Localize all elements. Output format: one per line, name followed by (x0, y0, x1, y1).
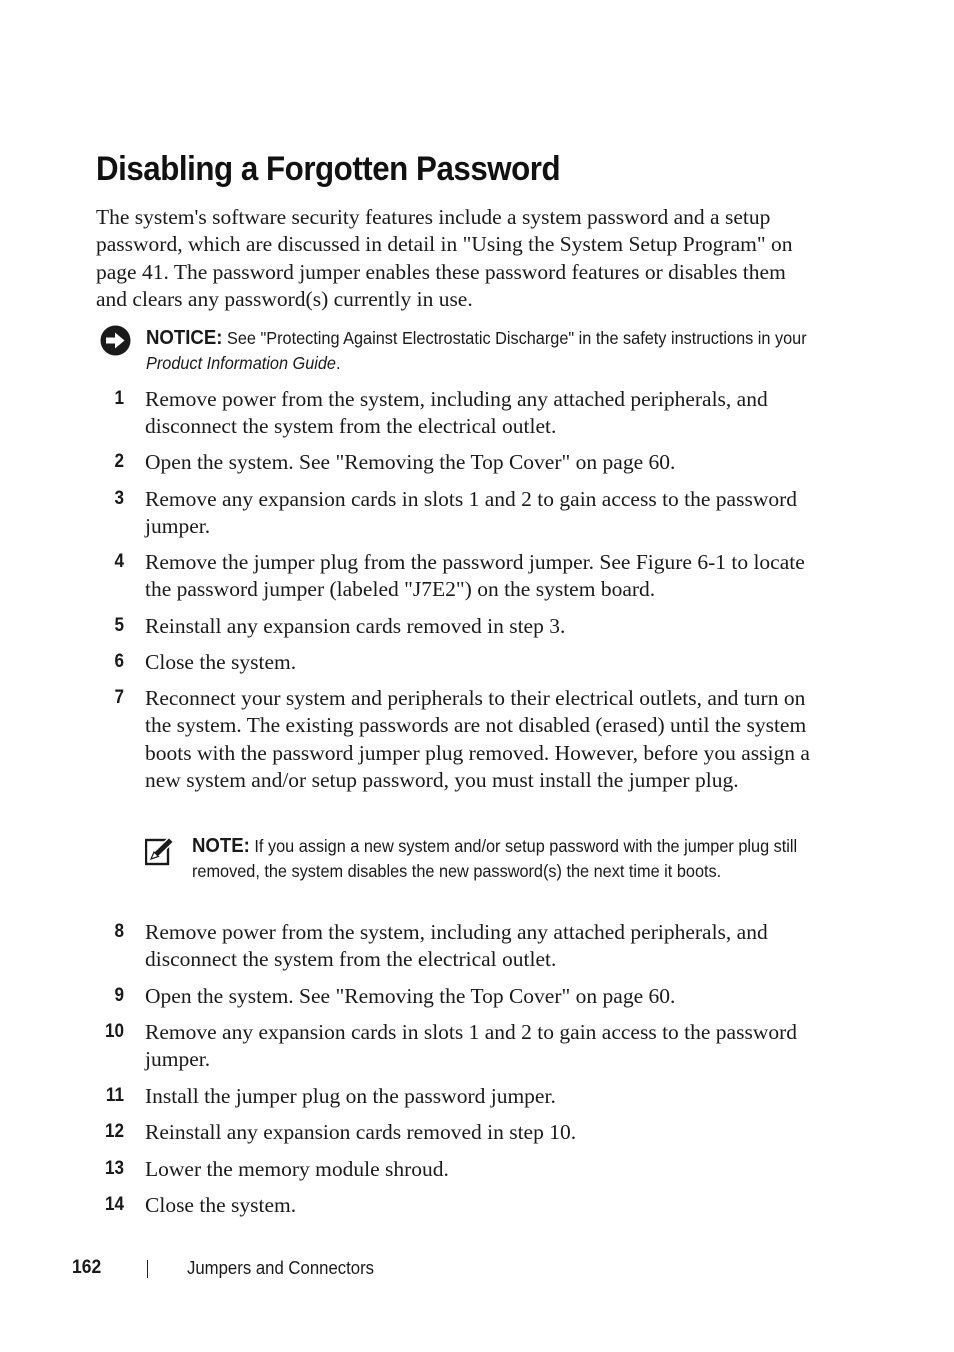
step-number: 2 (114, 451, 124, 472)
step-text: Remove power from the system, including any attached peripherals, and disconnect the system from the electrical outlet. (145, 920, 768, 972)
step-number: 1 (114, 388, 124, 409)
step-number: 9 (114, 985, 124, 1006)
note-label: NOTE: (192, 835, 250, 857)
step-text: Remove power from the system, including any attached peripherals, and disconnect the system from the electrical outlet. (145, 387, 768, 439)
notice-end: . (335, 353, 341, 373)
note-body: If you assign a new system and/or setup password with the jumper plug still removed, the system disables the new password(s) the next time it boots. (192, 836, 798, 881)
step-text: Close the system. (145, 650, 297, 674)
step-number: 8 (114, 921, 124, 942)
notice-body: See "Protecting Against Electrostatic Discharge" in the safety instructions in your (222, 328, 807, 348)
section-name: Jumpers and Connectors (187, 1258, 375, 1278)
intro-paragraph: The system's software security features include a system password and a setup password, which are discussed in detail in "Using the System Setup Program" on page 41. The password jumper enables these password features or disables them and clears any password(s) currently in use. (96, 205, 793, 311)
step-number: 5 (114, 615, 124, 636)
page-footer (0, 1254, 954, 1284)
step-text: Reinstall any expansion cards removed in step 10. (145, 1120, 577, 1144)
step-number: 6 (114, 651, 124, 672)
step-number: 3 (114, 488, 124, 509)
step-text: Reconnect your system and peripherals to their electrical outlets, and turn on the system. The existing passwords are not disabled (erased) until the system boots with the password jumper plug removed. However, before you assign a new system and/or setup password, you must install the jumper plug. (145, 686, 810, 792)
step-number: 10 (104, 1021, 124, 1042)
step-number: 11 (105, 1085, 124, 1106)
note-pencil-icon (145, 836, 175, 866)
step-text: Lower the memory module shroud. (145, 1157, 449, 1181)
step-text: Open the system. See "Removing the Top Cover" on page 60. (145, 450, 676, 474)
step-number: 14 (104, 1194, 124, 1215)
step-text: Remove the jumper plug from the password jumper. See Figure 6-1 to locate the password jumper (labeled "J7E2") on the system board. (145, 550, 805, 602)
step-text: Open the system. See "Removing the Top Cover" on page 60. (145, 984, 676, 1008)
note-text (192, 834, 817, 884)
step-number: 12 (104, 1121, 124, 1142)
guide-title: Product Information Guide (146, 353, 336, 373)
notice-arrow-icon (100, 325, 131, 356)
page-title: Disabling a Forgotten Password (96, 150, 561, 188)
step-number: 7 (114, 687, 124, 708)
step-text: Remove any expansion cards in slots 1 and 2 to gain access to the password jumper. (145, 487, 798, 539)
notice-label: NOTICE: (146, 327, 223, 349)
footer-divider (147, 1260, 148, 1278)
step-text: Install the jumper plug on the password jumper. (145, 1084, 556, 1108)
step-text: Remove any expansion cards in slots 1 and 2 to gain access to the password jumper. (145, 1020, 798, 1072)
step-text: Reinstall any expansion cards removed in step 3. (145, 614, 566, 638)
step-text: Close the system. (145, 1193, 297, 1217)
notice-text (146, 326, 817, 376)
page-number: 162 (72, 1257, 102, 1278)
step-number: 13 (104, 1158, 124, 1179)
step-number: 4 (114, 551, 124, 572)
